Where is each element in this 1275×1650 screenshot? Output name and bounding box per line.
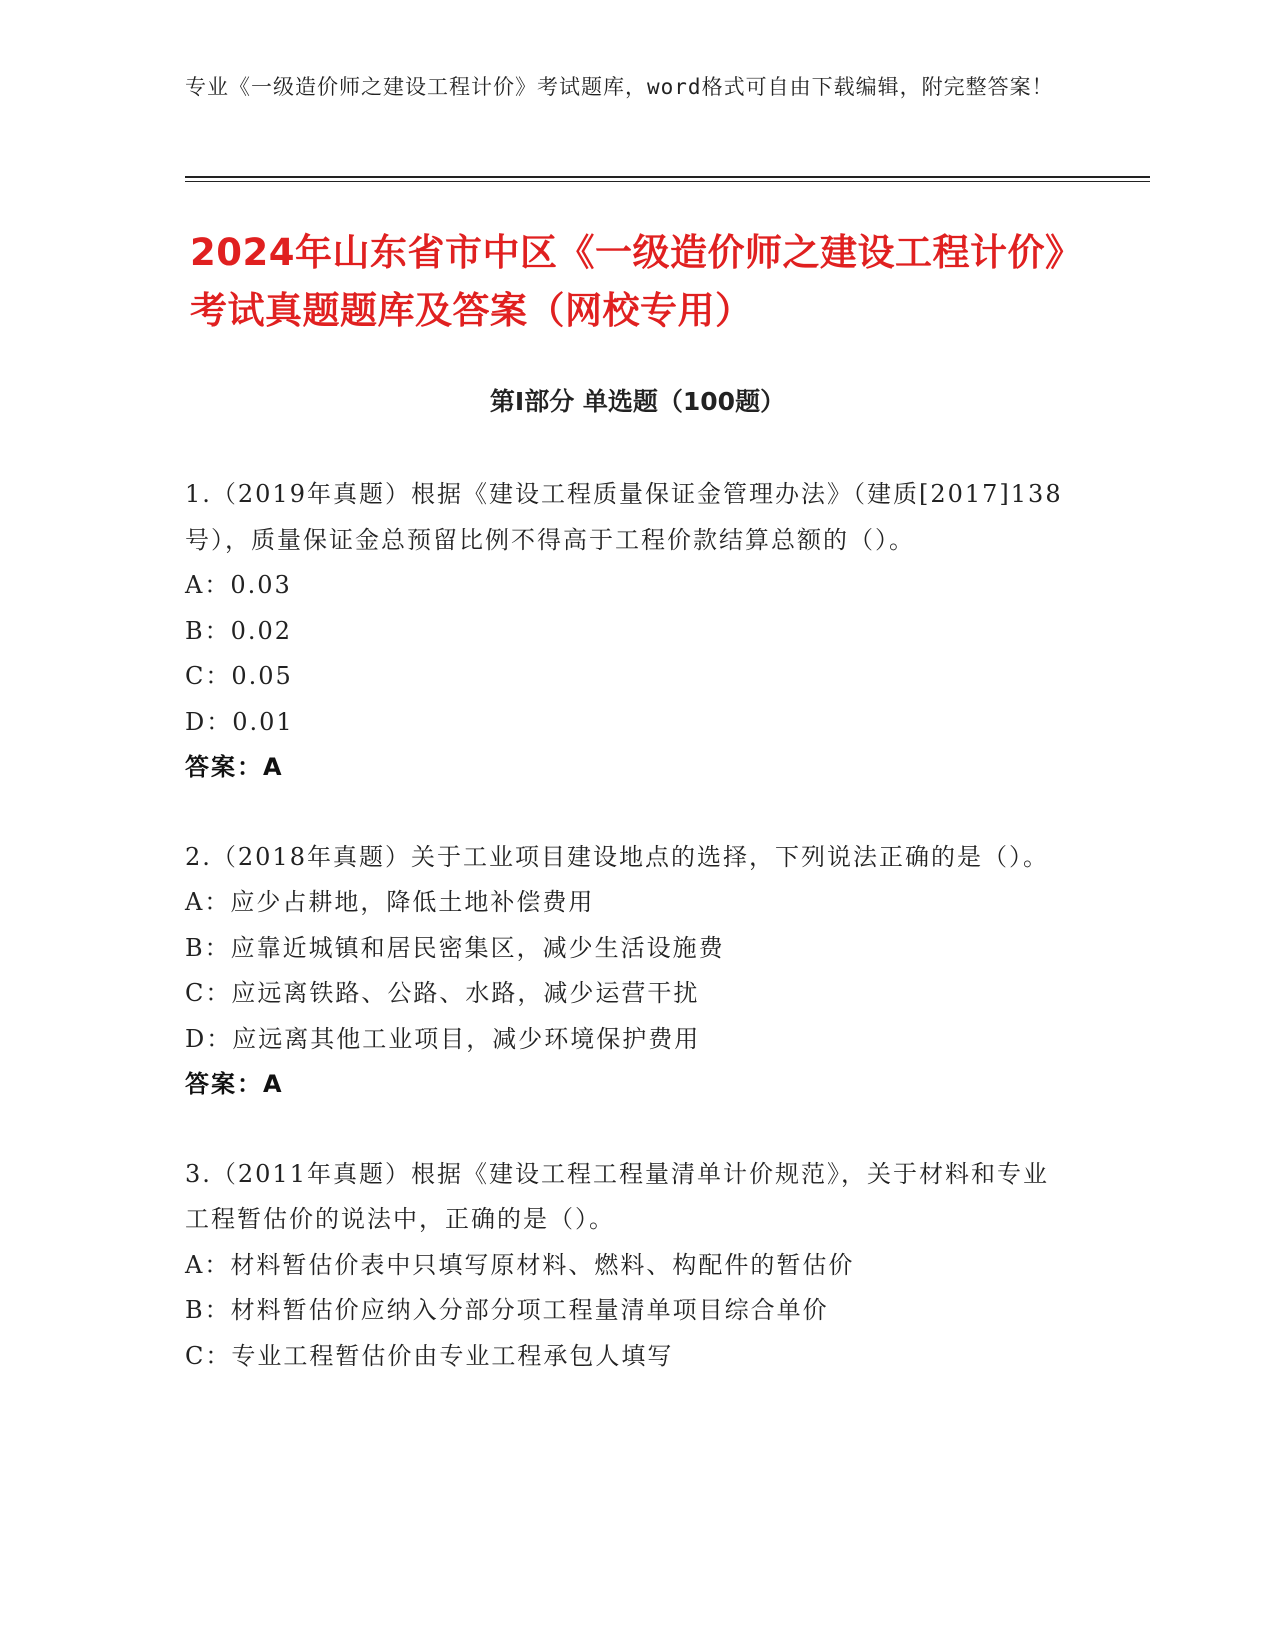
option-a: A：0.03 (185, 571, 292, 599)
question-list (185, 472, 1065, 1423)
header-note: 专业《一级造价师之建设工程计价》考试题库，word格式可自由下载编辑，附完整答案！ (185, 75, 1054, 99)
option-c: C：应远离铁路、公路、水路，减少运营干扰 (185, 979, 700, 1007)
question-stem: 2.（2018年真题）关于工业项目建设地点的选择，下列说法正确的是（）。 (185, 842, 1049, 871)
option-c: C：0.05 (185, 662, 293, 690)
question-3 (185, 1152, 1065, 1380)
option-a: A：应少占耕地，降低土地补偿费用 (185, 888, 595, 916)
section-title: 第Ⅰ部分 单选题（100题） (489, 387, 786, 416)
option-d: D：0.01 (185, 707, 294, 736)
header-rule-thin (185, 181, 1150, 182)
question-2 (185, 835, 1065, 1108)
answer: 答案：A (185, 1070, 284, 1098)
answer: 答案：A (185, 753, 284, 781)
document-title: 2024年山东省市中区《一级造价师之建设工程计价》考试真题题库及答案（网校专用） (190, 231, 1083, 332)
question-stem: 1.（2019年真题）根据《建设工程质量保证金管理办法》（建质[2017]138号），质量保证金总预留比例不得高于工程价款结算总额的（）。 (185, 480, 1063, 554)
option-b: B：应靠近城镇和居民密集区，减少生活设施费 (185, 933, 725, 962)
option-a: A：材料暂估价表中只填写原材料、燃料、构配件的暂估价 (185, 1250, 855, 1279)
header-rule-thick (185, 176, 1150, 178)
question-1 (185, 472, 1065, 791)
option-c: C：专业工程暂估价由专业工程承包人填写 (185, 1341, 674, 1370)
option-b: B：材料暂估价应纳入分部分项工程量清单项目综合单价 (185, 1296, 829, 1324)
option-b: B：0.02 (185, 616, 293, 645)
question-stem: 3.（2011年真题）根据《建设工程工程量清单计价规范》，关于材料和专业工程暂估价的说法中，正确的是（）。 (185, 1159, 1049, 1233)
option-d: D：应远离其他工业项目，减少环境保护费用 (185, 1024, 701, 1053)
